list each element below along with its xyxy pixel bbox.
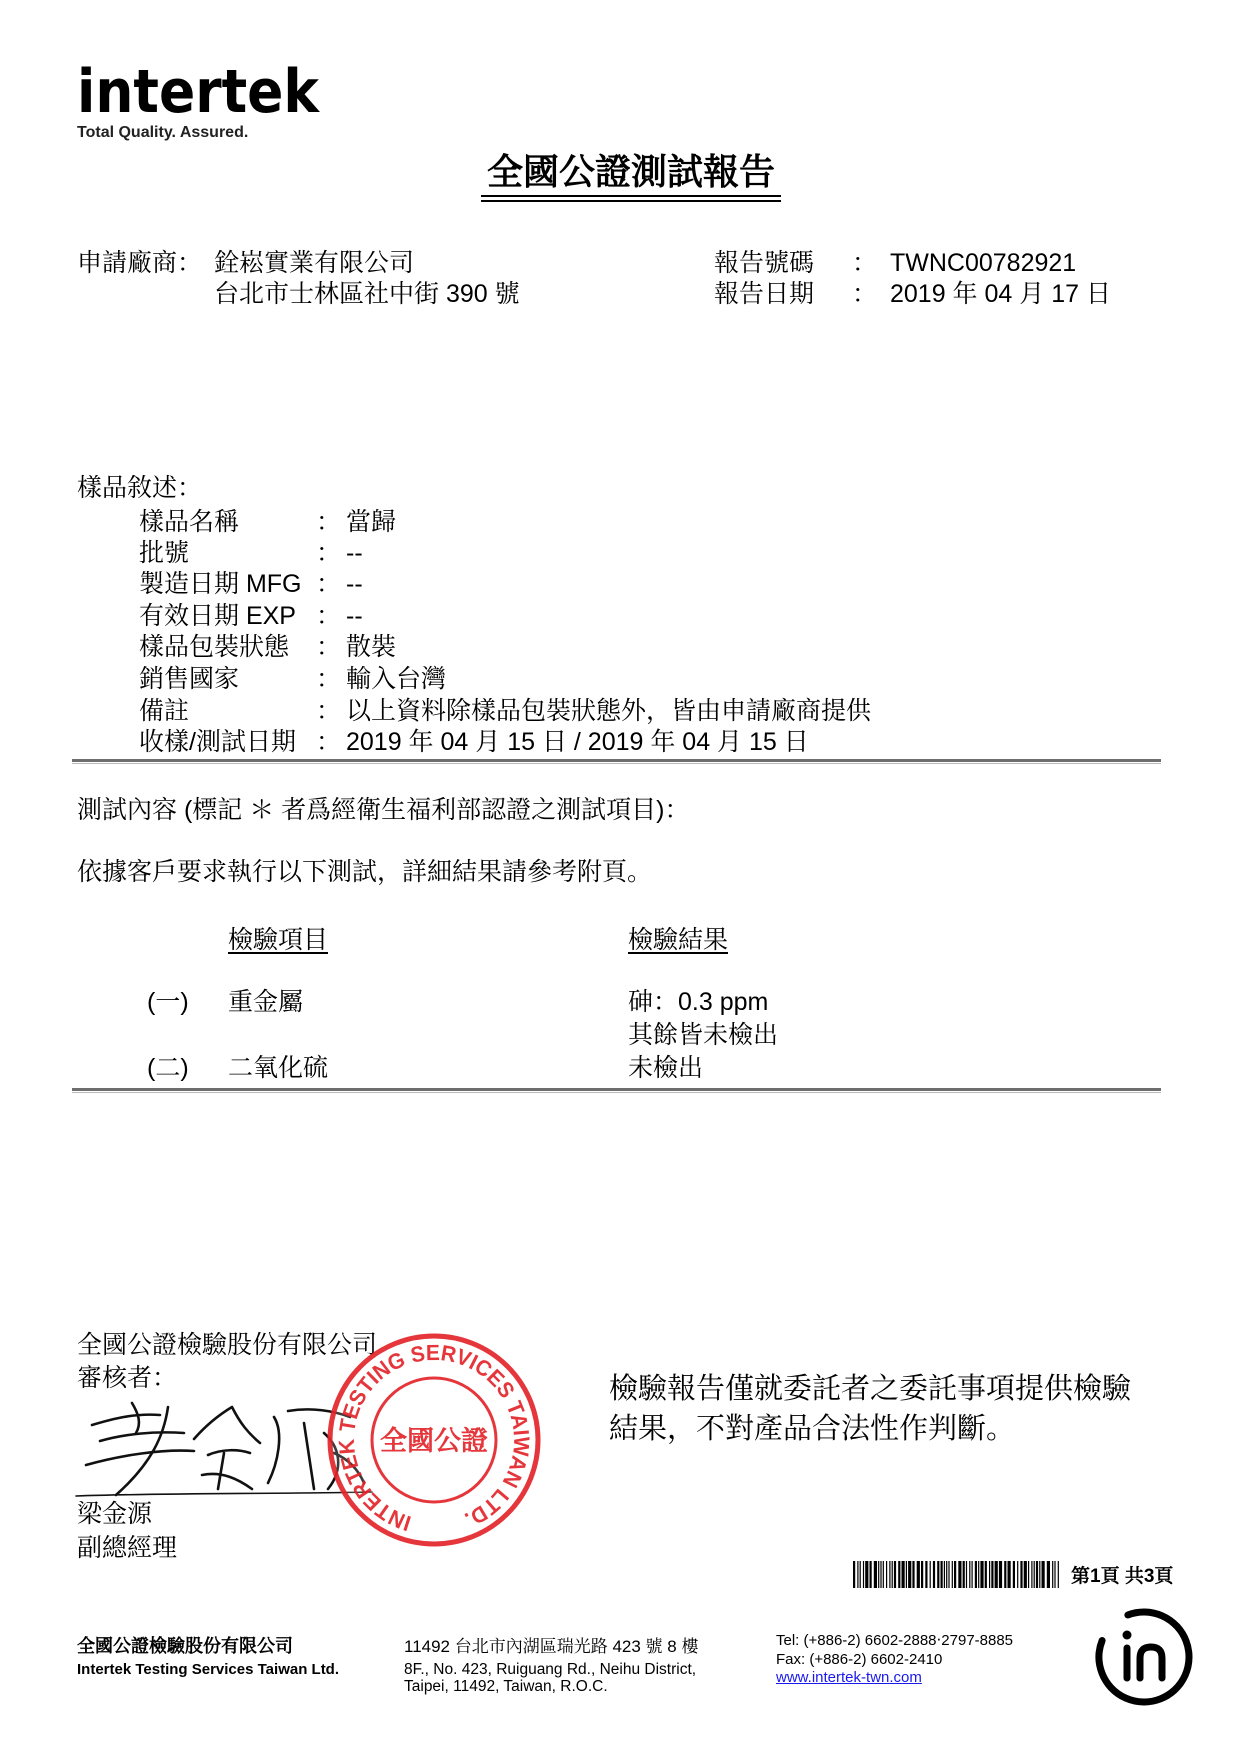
barcode-bar [989, 1561, 990, 1588]
barcode-bar [948, 1561, 949, 1588]
signature-stroke [86, 1451, 194, 1465]
sample-row-label: 樣品包裝狀態 [139, 633, 290, 661]
sample-row-value: 當歸 [346, 508, 397, 536]
barcode-bar [1028, 1561, 1029, 1588]
sample-row-separator: ： [316, 665, 342, 693]
barcode-bar [1052, 1561, 1053, 1588]
barcode-bar [966, 1561, 967, 1588]
footer-company-zh: 全國公證檢驗股份有限公司 [77, 1636, 293, 1656]
barcode-bar [863, 1561, 864, 1588]
barcode-bar [1036, 1561, 1038, 1588]
logo-n-shape [1140, 1647, 1162, 1678]
barcode-bar [865, 1561, 868, 1588]
sample-row-value: 2019 年 04 月 15 日 / 2019 年 04 月 15 日 [346, 728, 809, 756]
barcode-bar [860, 1561, 861, 1588]
barcode-bar [1047, 1561, 1050, 1588]
reviewer-role: 副總經理 [77, 1534, 178, 1562]
barcode-bar [980, 1561, 983, 1588]
barcode-bar [1039, 1561, 1040, 1588]
barcode-bar [892, 1561, 893, 1588]
intertek-logo [72, 52, 334, 124]
barcode-bar [886, 1561, 887, 1588]
sample-row-separator: ： [316, 508, 342, 536]
report-date-label: 報告日期 [714, 280, 815, 308]
reviewer-label: 審核者： [77, 1364, 178, 1392]
barcode-bar [995, 1561, 998, 1588]
barcode-bar [1020, 1561, 1022, 1588]
signature-stroke [92, 1415, 160, 1425]
signature-stroke [208, 1450, 250, 1455]
section-divider [72, 763, 1161, 764]
barcode-bar [975, 1561, 977, 1588]
barcode-bar [999, 1561, 1002, 1588]
signature-stroke [100, 1432, 184, 1441]
title-underline [481, 195, 781, 197]
barcode-bar [1042, 1561, 1045, 1588]
signature-stroke [304, 1423, 314, 1489]
barcode-bar [963, 1561, 965, 1588]
intertek-wordmark: intertek [77, 57, 321, 124]
disclaimer-line: 檢驗報告僅就委託者之委託事項提供檢驗 [609, 1373, 1132, 1405]
barcode-bar [937, 1561, 939, 1588]
signature-stroke [218, 1453, 224, 1489]
title-underline [481, 200, 781, 202]
test-item: 二氧化硫 [228, 1054, 329, 1082]
barcode-bar [958, 1561, 961, 1588]
footer-address-zh: 11492 台北市內湖區瑞光路 423 號 8 樓 [404, 1637, 699, 1656]
sample-heading: 樣品敘述： [77, 474, 203, 502]
tests-header-item: 檢驗項目 [228, 926, 329, 954]
intertek-in-logo [1089, 1602, 1199, 1712]
barcode-bar [906, 1561, 907, 1588]
test-number: (一) [147, 988, 189, 1016]
test-result: 其餘皆未檢出 [628, 1021, 779, 1049]
sample-row-value: -- [346, 570, 363, 598]
barcode-bar [878, 1561, 879, 1588]
section-divider [72, 759, 1161, 762]
barcode-bar [991, 1561, 993, 1588]
barcode-bar [1017, 1561, 1018, 1588]
footer-address-en-line2: Taipei, 11492, Taiwan, R.O.C. [404, 1678, 608, 1695]
report-date-separator: ： [852, 280, 878, 308]
page-number: 第1頁 共3頁 [1071, 1566, 1174, 1587]
applicant-label: 申請廠商： [77, 249, 203, 277]
barcode-bar [917, 1561, 920, 1588]
barcode-bar [1013, 1561, 1015, 1588]
barcode-bar [908, 1561, 911, 1588]
sample-row-label: 樣品名稱 [139, 508, 240, 536]
barcode-bar [985, 1561, 987, 1588]
barcode-bar [1031, 1561, 1032, 1588]
tests-intro: 測試內容 (標記 ＊ 者爲經衛生福利部認證之測試項目)： [77, 796, 690, 824]
signoff-company: 全國公證檢驗股份有限公司 [77, 1331, 378, 1359]
barcode [853, 1561, 1061, 1588]
sample-row-separator: ： [316, 570, 342, 598]
sample-row-label: 批號 [139, 539, 190, 567]
footer-address-en-line1: 8F., No. 423, Ruiguang Rd., Neihu District, [404, 1661, 697, 1678]
sample-row-value: -- [346, 539, 363, 567]
barcode-bar [930, 1561, 931, 1588]
logo-i-dot [1123, 1631, 1132, 1640]
signature-stroke [202, 1474, 252, 1489]
barcode-bar [912, 1561, 914, 1588]
signature-stroke [268, 1417, 279, 1483]
sample-row-value: 輸入台灣 [346, 665, 447, 693]
company-stamp [324, 1330, 544, 1550]
barcode-bar [874, 1561, 877, 1588]
logo-tagline: Total Quality. Assured. [77, 124, 249, 141]
section-divider [72, 1088, 1161, 1091]
barcode-bar [889, 1561, 890, 1588]
barcode-bar [870, 1561, 872, 1588]
barcode-bar [1004, 1561, 1006, 1588]
barcode-bar [933, 1561, 935, 1588]
barcode-bar [1034, 1561, 1035, 1588]
barcode-bar [857, 1561, 858, 1588]
report-date: 2019 年 04 月 17 日 [890, 280, 1111, 308]
reviewer-name: 梁金源 [77, 1500, 153, 1528]
sample-row-separator: ： [316, 633, 342, 661]
barcode-bar [902, 1561, 905, 1588]
sample-row-label: 收樣/測試日期 [139, 728, 296, 756]
barcode-bar [1058, 1561, 1059, 1588]
barcode-bar [853, 1561, 855, 1588]
barcode-bar [978, 1561, 979, 1588]
section-divider [72, 1092, 1161, 1093]
applicant-name: 銓崧實業有限公司 [214, 249, 415, 277]
barcode-bar [898, 1561, 900, 1588]
barcode-bar [1024, 1561, 1027, 1588]
signature-stroke [194, 1407, 260, 1443]
barcode-bar [972, 1561, 973, 1588]
stamp-center-text: 全國公證 [380, 1426, 488, 1457]
sample-row-separator: ： [316, 539, 342, 567]
report-number-separator: ： [852, 249, 878, 277]
report-number-label: 報告號碼 [714, 249, 815, 277]
footer-tel: Tel: (+886-2) 6602-2888‧2797-8885 [776, 1632, 1014, 1649]
applicant-address: 台北市士林區社中街 390 號 [214, 280, 520, 308]
barcode-bar [1054, 1561, 1055, 1588]
sample-row-separator: ： [316, 728, 342, 756]
barcode-bar [941, 1561, 943, 1588]
barcode-bar [894, 1561, 896, 1588]
sample-row-separator: ： [316, 697, 342, 725]
sample-row-label: 銷售國家 [139, 665, 240, 693]
page-title: 全國公證測試報告 [486, 151, 775, 192]
tests-instruction: 依據客戶要求執行以下測試，詳細結果請參考附頁。 [77, 858, 653, 886]
tests-header-result: 檢驗結果 [628, 926, 729, 954]
barcode-bar [946, 1561, 947, 1588]
barcode-bar [1008, 1561, 1011, 1588]
logo-ring [1089, 1602, 1199, 1712]
test-result: 砷：0.3 ppm [628, 988, 769, 1016]
barcode-bar [880, 1561, 881, 1588]
sample-row-separator: ： [316, 602, 342, 630]
barcode-bar [954, 1561, 956, 1588]
barcode-bar [921, 1561, 923, 1588]
sample-row-value: 散裝 [346, 633, 397, 661]
barcode-bar [952, 1561, 953, 1588]
test-item: 重金屬 [228, 988, 304, 1016]
barcode-bar [925, 1561, 927, 1588]
test-number: (二) [147, 1054, 189, 1082]
footer-website-link[interactable]: www.intertek-twn.com [776, 1669, 922, 1686]
barcode-bar [944, 1561, 945, 1588]
disclaimer-line: 結果，不對產品合法性作判斷。 [609, 1413, 1016, 1445]
sample-row-label: 有效日期 EXP [139, 602, 296, 630]
stamp-ring-text: INTERTEK TESTING SERVICES TAIWAN LTD. [333, 1339, 535, 1537]
barcode-bar [883, 1561, 884, 1588]
signature-stroke [132, 1403, 139, 1433]
sample-row-label: 製造日期 MFG [139, 570, 302, 598]
footer-fax: Fax: (+886-2) 6602-2410 [776, 1651, 943, 1668]
footer-company-en: Intertek Testing Services Taiwan Ltd. [77, 1661, 340, 1678]
sample-row-value: -- [346, 602, 363, 630]
barcode-bar [969, 1561, 970, 1588]
report-number: TWNC00782921 [890, 249, 1077, 277]
sample-row-value: 以上資料除樣品包裝狀態外，皆由申請廠商提供 [346, 697, 872, 725]
test-result: 未檢出 [628, 1054, 704, 1082]
sample-row-label: 備註 [139, 697, 190, 725]
